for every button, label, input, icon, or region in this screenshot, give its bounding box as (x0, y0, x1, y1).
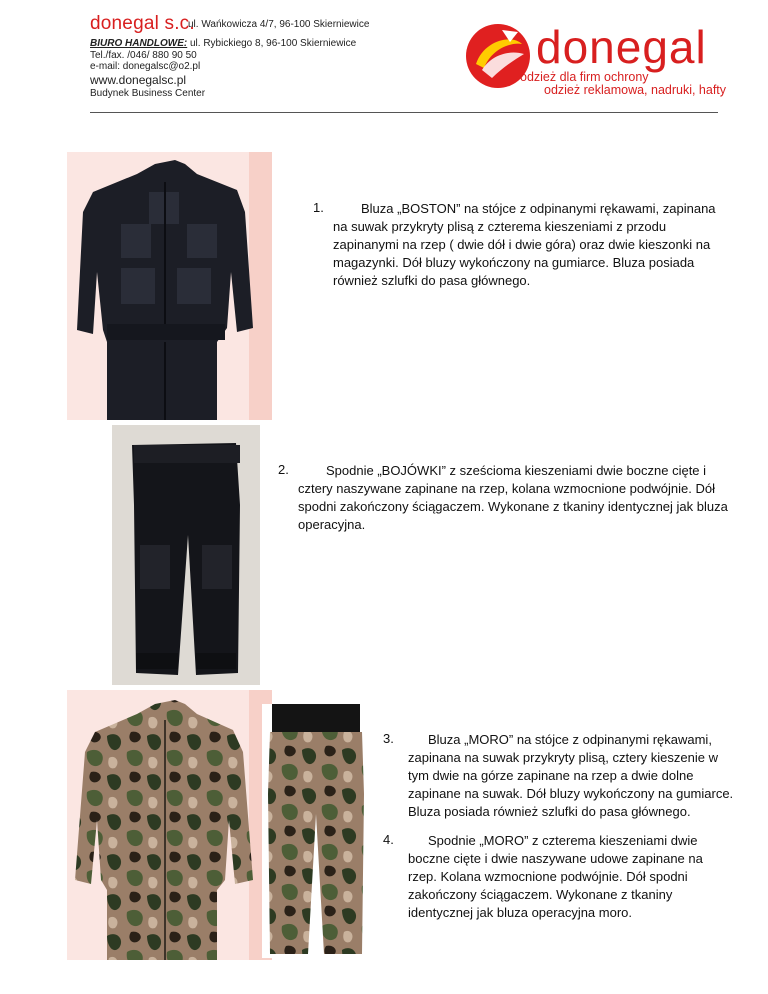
office-line (90, 38, 356, 49)
item-number: 1. (313, 200, 324, 215)
desc-line: cztery naszywane zapinane na rzep, kolana wzmocnione podwójnie. Dół (298, 481, 715, 496)
item-description (333, 200, 733, 290)
logo-tagline-1: odzież dla firm ochrony (520, 70, 649, 84)
desc-line: zapinanymi na rzep ( dwie dół i dwie góra) oraz dwie kieszonki na (333, 237, 711, 252)
office-address: ul. Rybickiego 8, 96-100 Skierniewice (187, 38, 357, 49)
building-line: Budynek Business Center (90, 88, 206, 99)
desc-line: zapinane na suwak. Dół bluzy wykończony na gumiarce. (408, 786, 734, 801)
desc-line: spodni zakończony ściągaczem. Wykonane z tkaniny identycznej jak bluza (298, 499, 728, 514)
item-description (298, 462, 738, 534)
desc-line: rzep. Kolana wzmocnione podwójnie. Dół spodni (408, 869, 688, 884)
item-number: 4. (383, 832, 394, 847)
desc-line: identycznej jak bluza operacyjna moro. (408, 905, 633, 920)
website-line[interactable]: www.donegalsc.pl (90, 73, 187, 87)
logo-tagline-2: odzież reklamowa, nadruki, hafty (544, 83, 727, 97)
desc-line: operacyjna. (298, 517, 366, 532)
desc-line: Bluza posiada również szlufki do pasa głównego. (408, 804, 691, 819)
header-divider (90, 112, 718, 113)
office-label: BIURO HANDLOWE: (90, 38, 188, 49)
logo-wordmark: donegal (536, 21, 707, 73)
desc-line: magazynki. Dół bluzy wykończony na gumiarce. Bluza posiada (333, 255, 695, 270)
item-number: 2. (278, 462, 289, 477)
item-description (408, 832, 738, 922)
desc-line: zakończony ściągaczem. Wykonane z tkaniny (408, 887, 673, 902)
desc-line: na suwak przykryty plisą z czterema kieszeniami z przodu (333, 219, 667, 234)
item-description (408, 731, 738, 821)
moro-trousers-photo (262, 704, 368, 958)
desc-line: Spodnie „BOJÓWKI” z sześcioma kieszeniami dwie boczne cięte i (326, 463, 707, 478)
item-number: 3. (383, 731, 394, 746)
desc-line: boczne cięte i dwie naszywane udowe zapinane na (408, 851, 703, 866)
moro-jacket-photo (67, 690, 272, 960)
boston-jacket-photo (67, 152, 272, 420)
company-address: ul. Wańkowicza 4/7, 96-100 Skierniewice (188, 19, 370, 30)
desc-line: zapinana na suwak przykryty plisą, cztery kieszenie w (408, 750, 718, 765)
company-name: donegal s.c. (90, 13, 195, 34)
desc-line: Bluza „MORO” na stójce z odpinanymi rękawami, (428, 732, 712, 747)
bojowki-trousers-photo (112, 425, 260, 685)
email-line: e-mail: donegalsc@o2.pl (90, 61, 201, 72)
desc-line: Spodnie „MORO” z czterema kieszeniami dwie (428, 833, 698, 848)
desc-line: również szlufki do pasa głównego. (333, 273, 531, 288)
desc-line: tym dwie na górze zapinane na rzep a dwie dolne (408, 768, 694, 783)
desc-line: Bluza „BOSTON” na stójce z odpinanymi rękawami, zapinana (361, 201, 716, 216)
phone-line: Tel./fax. /046/ 880 90 50 (90, 50, 197, 61)
